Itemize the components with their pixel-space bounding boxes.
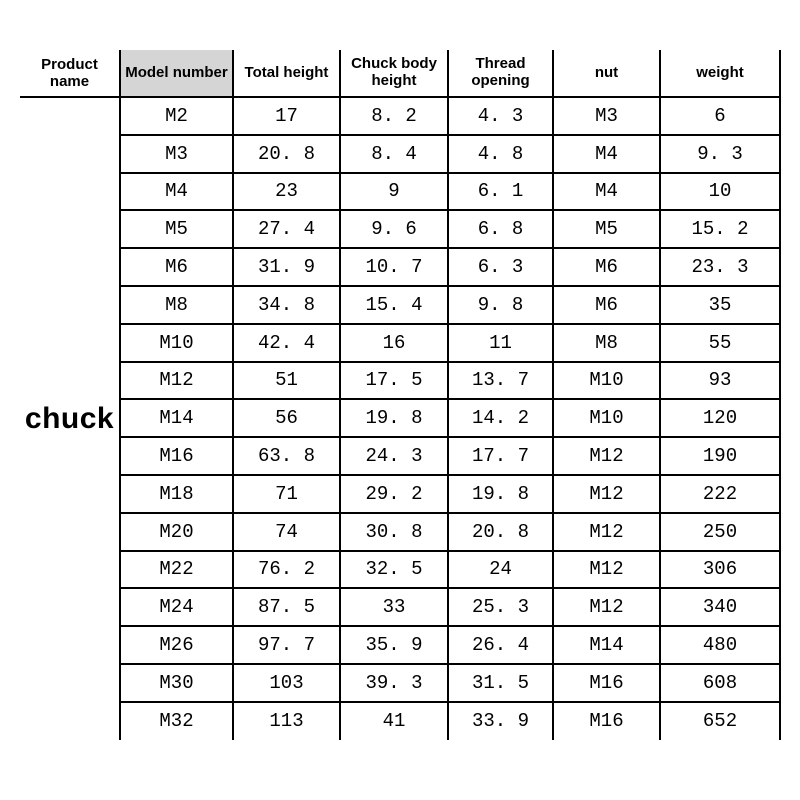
table-row xyxy=(20,702,780,740)
chuck-spec-table xyxy=(20,50,781,740)
cell-nut: M12 xyxy=(553,513,660,551)
cell-thread-opening: 25. 3 xyxy=(448,588,553,626)
table-row xyxy=(20,173,780,211)
cell-total-height: 103 xyxy=(233,664,340,702)
cell-thread-opening: 24 xyxy=(448,551,553,589)
table-row xyxy=(20,286,780,324)
cell-thread-opening: 20. 8 xyxy=(448,513,553,551)
cell-model-number: M4 xyxy=(120,173,233,211)
cell-thread-opening: 26. 4 xyxy=(448,626,553,664)
cell-total-height: 87. 5 xyxy=(233,588,340,626)
cell-thread-opening: 6. 1 xyxy=(448,173,553,211)
cell-weight: 480 xyxy=(660,626,780,664)
table-row xyxy=(20,210,780,248)
cell-model-number: M14 xyxy=(120,399,233,437)
table-row xyxy=(20,399,780,437)
cell-nut: M6 xyxy=(553,286,660,324)
cell-chuck-body-height: 39. 3 xyxy=(340,664,448,702)
column-header-weight: weight xyxy=(660,50,780,97)
cell-weight: 15. 2 xyxy=(660,210,780,248)
cell-weight: 6 xyxy=(660,97,780,135)
cell-weight: 23. 3 xyxy=(660,248,780,286)
cell-weight: 190 xyxy=(660,437,780,475)
cell-thread-opening: 13. 7 xyxy=(448,362,553,400)
cell-weight: 250 xyxy=(660,513,780,551)
product-name-value: chuck xyxy=(20,97,120,740)
cell-nut: M10 xyxy=(553,399,660,437)
cell-weight: 120 xyxy=(660,399,780,437)
cell-thread-opening: 19. 8 xyxy=(448,475,553,513)
cell-thread-opening: 4. 3 xyxy=(448,97,553,135)
cell-model-number: M3 xyxy=(120,135,233,173)
cell-nut: M12 xyxy=(553,475,660,513)
cell-model-number: M22 xyxy=(120,551,233,589)
cell-nut: M16 xyxy=(553,702,660,740)
cell-thread-opening: 4. 8 xyxy=(448,135,553,173)
cell-weight: 340 xyxy=(660,588,780,626)
cell-weight: 222 xyxy=(660,475,780,513)
cell-chuck-body-height: 30. 8 xyxy=(340,513,448,551)
cell-total-height: 51 xyxy=(233,362,340,400)
cell-chuck-body-height: 29. 2 xyxy=(340,475,448,513)
cell-model-number: M16 xyxy=(120,437,233,475)
cell-model-number: M24 xyxy=(120,588,233,626)
cell-model-number: M30 xyxy=(120,664,233,702)
table-row xyxy=(20,588,780,626)
table-row xyxy=(20,135,780,173)
cell-weight: 608 xyxy=(660,664,780,702)
column-header-model-number: Model number xyxy=(120,50,233,97)
cell-nut: M12 xyxy=(553,551,660,589)
cell-chuck-body-height: 15. 4 xyxy=(340,286,448,324)
cell-total-height: 74 xyxy=(233,513,340,551)
cell-model-number: M32 xyxy=(120,702,233,740)
cell-chuck-body-height: 9. 6 xyxy=(340,210,448,248)
cell-nut: M16 xyxy=(553,664,660,702)
cell-total-height: 56 xyxy=(233,399,340,437)
table-row xyxy=(20,324,780,362)
cell-chuck-body-height: 10. 7 xyxy=(340,248,448,286)
cell-nut: M14 xyxy=(553,626,660,664)
cell-nut: M12 xyxy=(553,588,660,626)
cell-nut: M4 xyxy=(553,173,660,211)
table-row xyxy=(20,437,780,475)
cell-chuck-body-height: 32. 5 xyxy=(340,551,448,589)
cell-total-height: 76. 2 xyxy=(233,551,340,589)
cell-nut: M4 xyxy=(553,135,660,173)
cell-thread-opening: 6. 8 xyxy=(448,210,553,248)
cell-chuck-body-height: 41 xyxy=(340,702,448,740)
header-row xyxy=(20,50,780,97)
cell-chuck-body-height: 19. 8 xyxy=(340,399,448,437)
cell-chuck-body-height: 24. 3 xyxy=(340,437,448,475)
cell-weight: 10 xyxy=(660,173,780,211)
cell-model-number: M5 xyxy=(120,210,233,248)
column-header-nut: nut xyxy=(553,50,660,97)
cell-total-height: 34. 8 xyxy=(233,286,340,324)
cell-total-height: 97. 7 xyxy=(233,626,340,664)
cell-total-height: 20. 8 xyxy=(233,135,340,173)
cell-weight: 93 xyxy=(660,362,780,400)
cell-chuck-body-height: 8. 2 xyxy=(340,97,448,135)
cell-thread-opening: 9. 8 xyxy=(448,286,553,324)
cell-thread-opening: 31. 5 xyxy=(448,664,553,702)
cell-chuck-body-height: 33 xyxy=(340,588,448,626)
cell-nut: M12 xyxy=(553,437,660,475)
cell-total-height: 42. 4 xyxy=(233,324,340,362)
cell-nut: M8 xyxy=(553,324,660,362)
cell-model-number: M2 xyxy=(120,97,233,135)
table-row xyxy=(20,475,780,513)
table-row xyxy=(20,513,780,551)
cell-model-number: M20 xyxy=(120,513,233,551)
table-row xyxy=(20,248,780,286)
cell-total-height: 113 xyxy=(233,702,340,740)
table-row xyxy=(20,362,780,400)
cell-chuck-body-height: 9 xyxy=(340,173,448,211)
cell-thread-opening: 17. 7 xyxy=(448,437,553,475)
product-name-header: Product name xyxy=(20,50,120,97)
cell-model-number: M6 xyxy=(120,248,233,286)
cell-nut: M6 xyxy=(553,248,660,286)
table-row xyxy=(20,626,780,664)
column-header-chuck-body-height: Chuck body height xyxy=(340,50,448,97)
column-header-thread-opening: Thread opening xyxy=(448,50,553,97)
cell-chuck-body-height: 16 xyxy=(340,324,448,362)
cell-thread-opening: 11 xyxy=(448,324,553,362)
cell-thread-opening: 6. 3 xyxy=(448,248,553,286)
column-header-total-height: Total height xyxy=(233,50,340,97)
cell-chuck-body-height: 8. 4 xyxy=(340,135,448,173)
table-row xyxy=(20,551,780,589)
cell-nut: M10 xyxy=(553,362,660,400)
cell-total-height: 17 xyxy=(233,97,340,135)
cell-weight: 306 xyxy=(660,551,780,589)
cell-weight: 35 xyxy=(660,286,780,324)
cell-nut: M3 xyxy=(553,97,660,135)
cell-nut: M5 xyxy=(553,210,660,248)
table-row xyxy=(20,664,780,702)
cell-weight: 55 xyxy=(660,324,780,362)
cell-total-height: 27. 4 xyxy=(233,210,340,248)
cell-model-number: M18 xyxy=(120,475,233,513)
cell-thread-opening: 33. 9 xyxy=(448,702,553,740)
cell-weight: 652 xyxy=(660,702,780,740)
cell-model-number: M8 xyxy=(120,286,233,324)
table-row xyxy=(20,97,780,135)
cell-total-height: 63. 8 xyxy=(233,437,340,475)
cell-model-number: M10 xyxy=(120,324,233,362)
cell-model-number: M26 xyxy=(120,626,233,664)
cell-model-number: M12 xyxy=(120,362,233,400)
cell-total-height: 31. 9 xyxy=(233,248,340,286)
cell-thread-opening: 14. 2 xyxy=(448,399,553,437)
cell-chuck-body-height: 17. 5 xyxy=(340,362,448,400)
cell-weight: 9. 3 xyxy=(660,135,780,173)
cell-total-height: 71 xyxy=(233,475,340,513)
table-body xyxy=(20,97,780,740)
cell-total-height: 23 xyxy=(233,173,340,211)
cell-chuck-body-height: 35. 9 xyxy=(340,626,448,664)
